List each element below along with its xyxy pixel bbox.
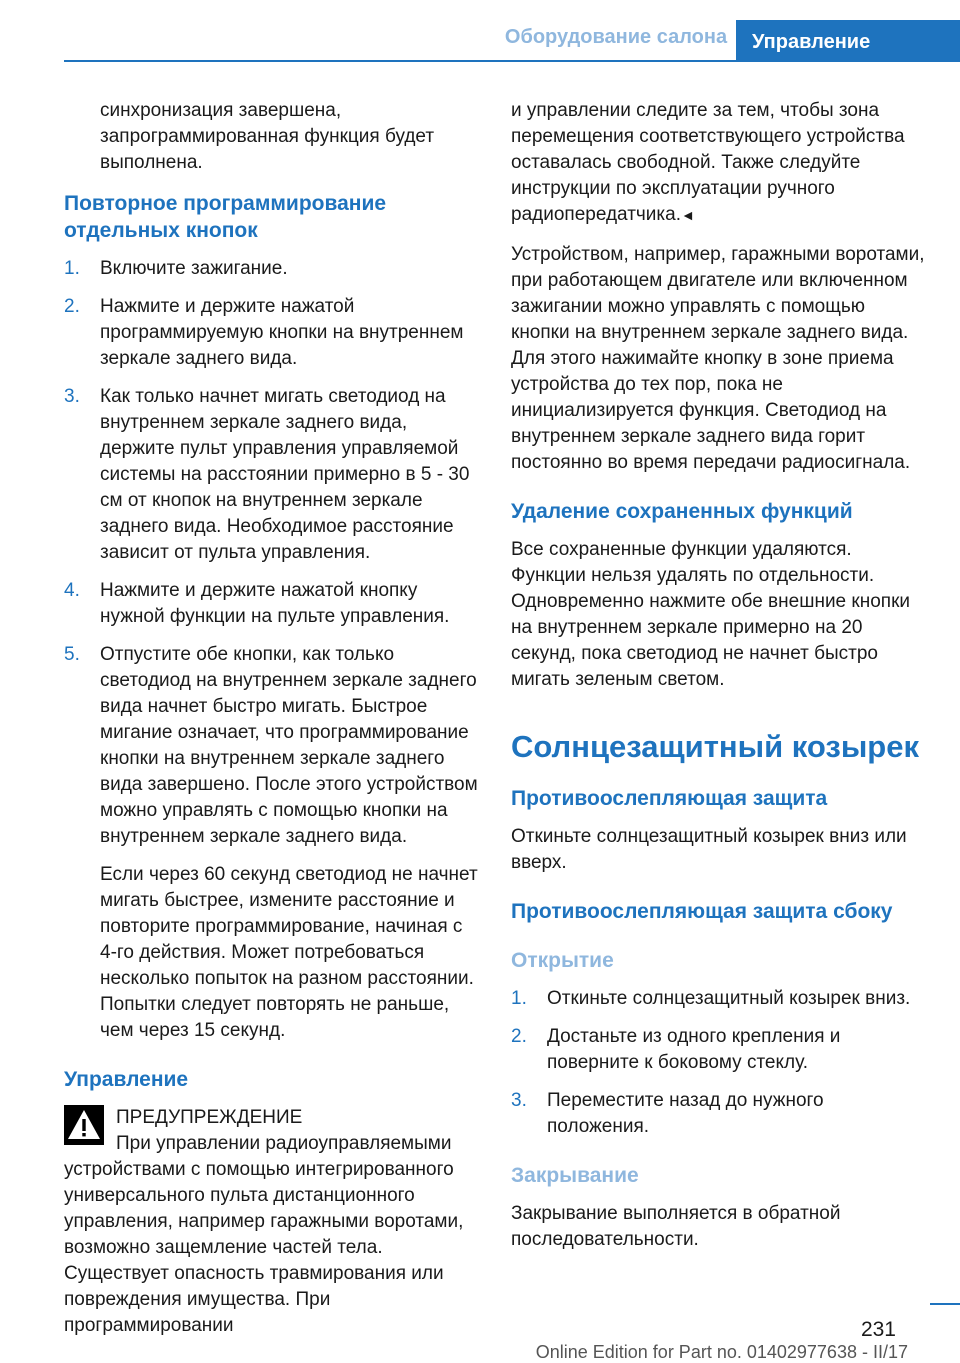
section-tab[interactable]: Оборудование салона — [504, 26, 728, 48]
heading-reprogramming: Повторное программирование отдельных кнопок — [64, 192, 387, 242]
list-item — [64, 384, 478, 566]
left-column — [64, 98, 478, 1339]
page-header — [0, 0, 960, 62]
warning-text — [64, 1131, 478, 1339]
heading-glare-protection: Противоослепляющая защита — [511, 787, 828, 810]
continued-text: синхронизация завершена, запрограммированная функция будет выполнена. — [100, 100, 435, 173]
step-text: Нажмите и держите нажатой программируемую кнопки на внутреннем зеркале заднего вида. — [100, 296, 464, 369]
continued-warning-text — [511, 98, 925, 228]
header-divider — [64, 60, 960, 62]
heading-delete: Удаление сохраненных функций — [511, 500, 853, 523]
delete-text: Все сохраненные функции удаляются. Функции нельзя удалять по отдельности. Одновременно нажмите обе внешние кнопки на внутреннем зеркале примерно на 20 секунд, пока светодиод не начнет быстро мигать зеленым светом. — [511, 539, 910, 690]
step-number: 3. — [64, 386, 80, 407]
step-number: 2. — [511, 1026, 527, 1047]
warning-continuation: и управлении следите за тем, чтобы зона перемещения соответствующего устройства оставалась свободной. Также следуйте инструкции по эксплуатации ручного радиопередатчика. — [511, 100, 905, 225]
reprogramming-steps — [64, 256, 478, 1044]
step-number: 1. — [64, 258, 80, 279]
heading-closing: Закрывание — [511, 1164, 639, 1187]
glare-text: Откиньте солнцезащитный козырек вниз или вверх. — [511, 826, 907, 873]
step-text: Отпустите обе кнопки, как только светодиод на внутреннем зеркале заднего вида начнет быстро мигать. Быстрое мигание означает, что программирование кнопки на внутреннем зеркале заднего вида завершено. После этого устройством можно управлять с помощью кнопки на внутреннем зеркале заднего вида. — [100, 644, 478, 847]
step-number: 4. — [64, 580, 80, 601]
end-mark-icon: ◄ — [681, 207, 695, 223]
list-item — [511, 1088, 925, 1140]
step-text: Включите зажигание. — [100, 258, 288, 279]
step-number: 5. — [64, 644, 80, 665]
device-control-text: Устройством, например, гаражными воротами, при работающем двигателе или включенном зажигании можно управлять с помощью кнопки на внутреннем зеркале заднего вида. Для этого нажимайте кнопку в зоне приема устройства до тех пор, пока не инициализируется функция. Светодиод на внутреннем зеркале заднего вида горит постоянно во время передачи радиосигнала. — [511, 244, 925, 473]
heading-sun-visor: Солнцезащитный козырек — [511, 729, 919, 764]
step-text: Достаньте из одного крепления и поверните к боковому стеклу. — [547, 1026, 841, 1073]
warning-triangle-icon — [64, 1105, 104, 1145]
chapter-tab[interactable]: Управление — [736, 20, 960, 62]
warning-label: ПРЕДУПРЕЖДЕНИЕ — [116, 1107, 303, 1128]
list-item — [64, 294, 478, 372]
step-number: 1. — [511, 988, 527, 1009]
step-number: 2. — [64, 296, 80, 317]
warning-first-line: При управлении радиоуправляемыми — [116, 1133, 452, 1154]
step-text: Нажмите и держите нажатой кнопку нужной функции на пульте управления. — [100, 580, 450, 627]
warning-block — [64, 1105, 478, 1339]
heading-side-glare: Противоослепляющая защита сбоку — [511, 900, 893, 923]
list-item — [511, 1024, 925, 1076]
page-number: 231 — [860, 1318, 896, 1341]
list-item — [64, 256, 478, 282]
right-column — [511, 98, 925, 1267]
heading-opening: Открытие — [511, 949, 614, 972]
step-text: Откиньте солнцезащитный козырек вниз. — [547, 988, 911, 1009]
opening-steps — [511, 986, 925, 1140]
edition-footer: Online Edition for Part no. 01402977638 - II/17 — [535, 1342, 908, 1362]
heading-control: Управление — [64, 1068, 189, 1091]
step-note: Если через 60 секунд светодиод не начнет мигать быстрее, измените расстояние и повторите программирование, начиная с 4-го действия. Может потребоваться несколько попыток на разном расстоянии. Попытки следует повторять не раньше, чем через 15 секунд. — [100, 864, 478, 1041]
list-item — [511, 986, 925, 1012]
step-text: Переместите назад до нужного положения. — [547, 1090, 824, 1137]
footer-accent-line — [930, 1303, 960, 1305]
list-item — [64, 578, 478, 630]
warning-rest: устройствами с помощью интегрированного универсального пульта дистанционного управления, например гаражными воротами, возможно защемление частей тела. Существует опасность травмирования или повреждения имущества. При программировании — [64, 1159, 464, 1336]
step-number: 3. — [511, 1090, 527, 1111]
step-text: Как только начнет мигать светодиод на внутреннем зеркале заднего вида, держите пульт управления управляемой системы на расстоянии примерно в 5 - 30 см от кнопок на внутреннем зеркале заднего вида. Необходимое расстояние зависит от пульта управления. — [100, 386, 470, 563]
list-item — [64, 642, 478, 1044]
closing-text: Закрывание выполняется в обратной последовательности. — [511, 1203, 841, 1250]
